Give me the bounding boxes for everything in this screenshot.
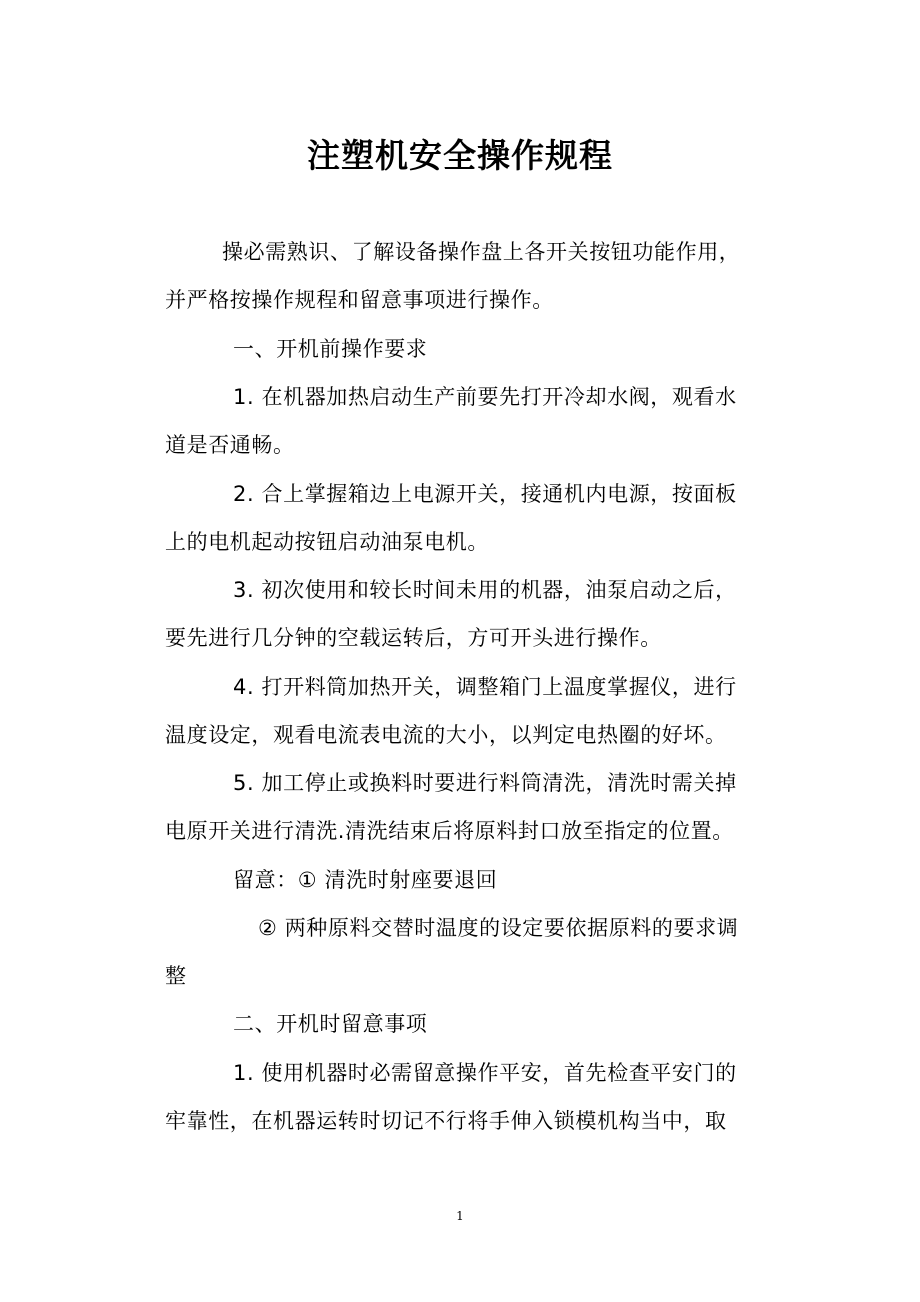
paragraph-line: 温度设定，观看电流表电流的大小，以判定电热圈的好坏。 [165, 723, 727, 747]
paragraph-line: 牢靠性，在机器运转时切记不行将手伸入锁模机构当中，取 [165, 1109, 727, 1133]
paragraph-line: 电原开关进行清洗.清洗结束后将原料封口放至指定的位置。 [165, 819, 734, 843]
paragraph-line: 4. 打开料筒加热开关，调整箱门上温度掌握仪，进行 [233, 675, 737, 699]
paragraph-line: 要先进行几分钟的空载运转后，方可开头进行操作。 [165, 626, 662, 650]
note-line: ② 两种原料交替时温度的设定要依据原料的要求调 [258, 916, 739, 940]
paragraph-line: 3. 初次使用和较长时间未用的机器，油泵启动之后， [233, 578, 737, 602]
document-title: 注塑机安全操作规程 [307, 136, 613, 175]
paragraph-line: 2. 合上掌握箱边上电源开关，接通机内电源，按面板 [233, 482, 737, 506]
paragraph-line: 操必需熟识、了解设备操作盘上各开关按钮功能作用， [222, 240, 741, 264]
section-heading: 一、开机前操作要求 [233, 337, 428, 361]
section-heading: 二、开机时留意事项 [233, 1012, 428, 1036]
note-line: 留意：① 清洗时射座要退回 [233, 868, 498, 892]
paragraph-line: 5. 加工停止或换料时要进行料筒清洗，清洗时需关掉 [233, 771, 737, 795]
paragraph-line: 1. 使用机器时必需留意操作平安，首先检查平安门的 [233, 1061, 737, 1085]
paragraph-line: 整 [165, 964, 187, 988]
paragraph-line: 并严格按操作规程和留意事项进行操作。 [165, 288, 554, 312]
paragraph-line: 道是否通畅。 [165, 433, 295, 457]
paragraph-line: 1. 在机器加热启动生产前要先打开冷却水阀，观看水 [233, 385, 737, 409]
paragraph-line: 上的电机起动按钮启动油泵电机。 [165, 530, 489, 554]
page-number: 1 [456, 1209, 464, 1223]
